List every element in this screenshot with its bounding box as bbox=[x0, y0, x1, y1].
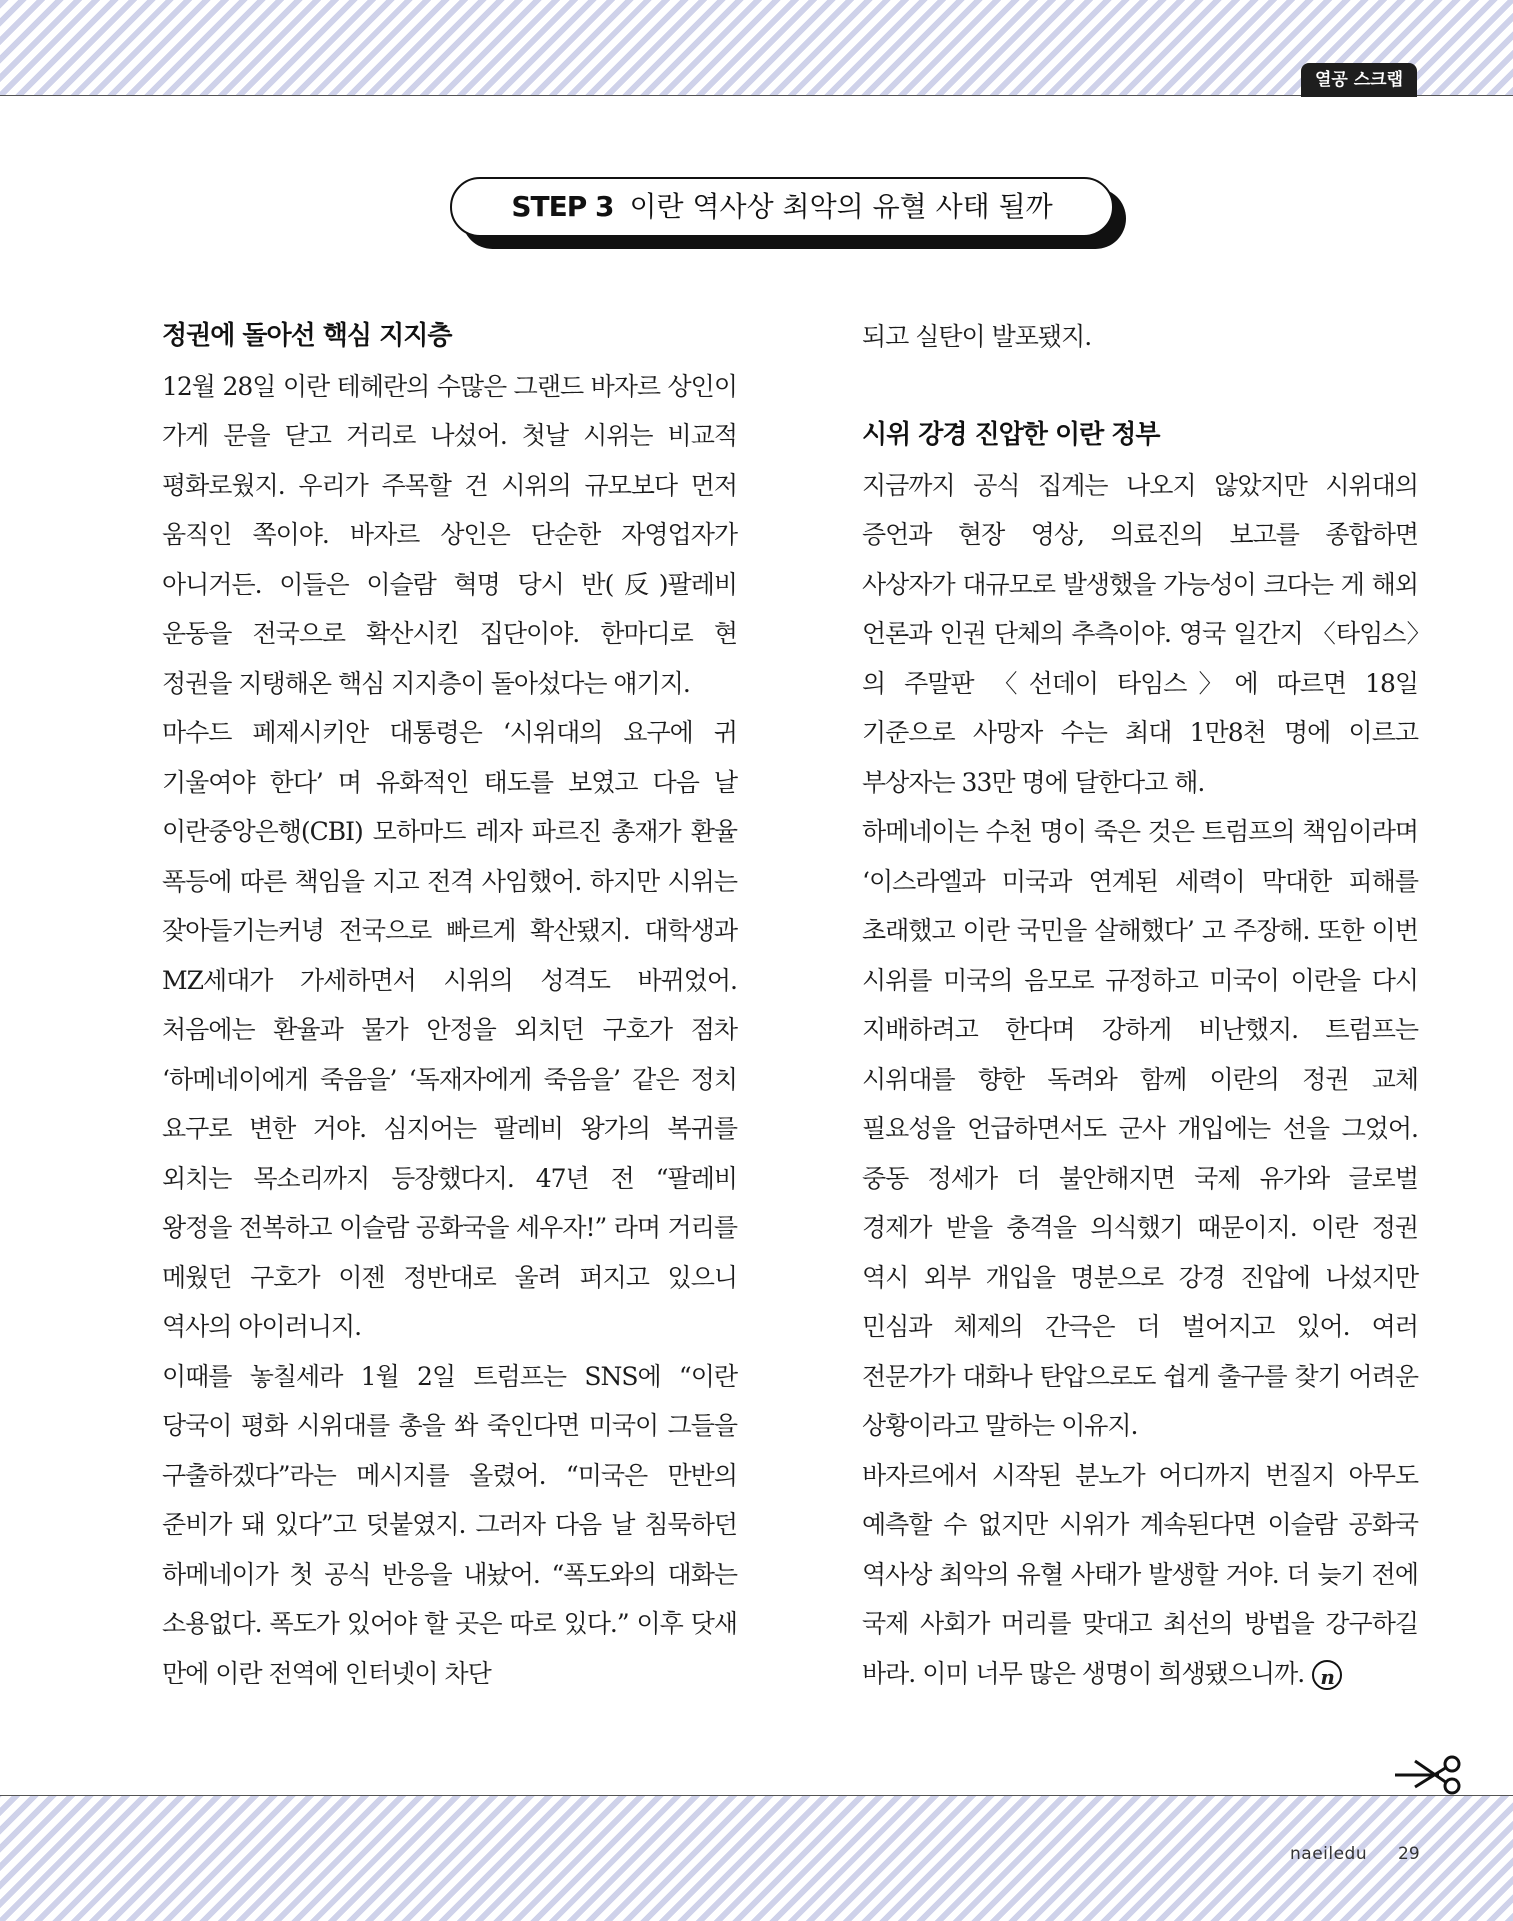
section-heading-left: 정권에 돌아선 핵심 지지층 bbox=[162, 321, 452, 351]
section-heading-right: 시위 강경 진압한 이란 정부 bbox=[862, 420, 1160, 450]
bottom-stripe-band bbox=[0, 1795, 1513, 1921]
circled-n-icon: n bbox=[1312, 1660, 1342, 1690]
scissors-icon bbox=[1395, 1753, 1465, 1795]
step-label: STEP 3 bbox=[511, 190, 614, 223]
body-paragraph: 지금까지 공식 집계는 나오지 않았지만 시위대의 증언과 현장 영상, 의료진의 보고를 종합하면 사상자가 대규모로 발생했을 가능성이 크다는 게 해외 언론과 인권 단체의 추측이야. 영국 일간지 〈타임스〉의 주말판 〈선데이 타임스〉에 따르면 18일 기준으로 사망자 수는 최대 1만8천 명에 이르고 부상자는 33만 명에 달한다고 해. bbox=[862, 470, 1418, 797]
footer-site-name: naeiledu bbox=[1290, 1844, 1368, 1864]
step-banner-pill bbox=[450, 177, 1114, 237]
step-banner bbox=[450, 177, 1128, 251]
body-paragraph: 마수드 페제시키안 대통령은 ‘시위대의 요구에 귀 기울여야 한다’ 며 유화적인 태도를 보였고 다음 날 이란중앙은행(CBI) 모하마드 레자 파르진 총재가 환율 폭등에 따른 책임을 지고 전격 사임했어. 하지만 시위는 잦아들기는커녕 전국으로 빠르게 확산됐지. 대학생과 MZ세대가 가세하면서 시위의 성격도 바뀌었어. 처음에는 환율과 물가 안정을 외치던 구호가 점차 ‘하메네이에게 죽음을’ ‘독재자에게 죽음을’ 같은 정치 요구로 변한 거야. 심지어는 팔레비 왕가의 복귀를 외치는 목소리까지 등장했다지. 47년 전 “팔레비 왕정을 전복하고 이슬람 공화국을 세우자!” 라며 거리를 메웠던 구호가 이젠 정반대로 울려 퍼지고 있으니 역사의 아이러니지. bbox=[162, 718, 737, 1341]
last-paragraph-text: 바자르에서 시작된 분노가 어디까지 번질지 아무도 예측할 수 없지만 시위가 계속된다면 이슬람 공화국 역사상 최악의 유혈 사태가 발생할 거야. 더 늦기 전에 국제 사회가 머리를 맞대고 최선의 방법을 강구하길 바라. 이미 너무 많은 생명이 희생됐으니까. bbox=[862, 1460, 1418, 1688]
right-column bbox=[862, 312, 1418, 1698]
top-stripe-band bbox=[0, 0, 1513, 96]
continued-paragraph: 되고 실탄이 발포됐지. bbox=[862, 322, 1092, 351]
body-paragraph: 12월 28일 이란 테헤란의 수많은 그랜드 바자르 상인이 가게 문을 닫고 거리로 나섰어. 첫날 시위는 비교적 평화로웠지. 우리가 주목할 건 시위의 규모보다 먼저 움직인 쪽이야. 바자르 상인은 단순한 자영업자가 아니거든. 이들은 이슬람 혁명 당시 반(反)팔레비 운동을 전국으로 확산시킨 집단이야. 한마디로 현 정권을 지탱해온 핵심 지지층이 돌아섰다는 얘기지. bbox=[162, 371, 737, 698]
step-title: 이란 역사상 최악의 유혈 사태 될까 bbox=[629, 190, 1053, 223]
body-paragraph-last bbox=[862, 1451, 1418, 1699]
body-paragraph: 이때를 놓칠세라 1월 2일 트럼프는 SNS에 “이란 당국이 평화 시위대를 총을 쏴 죽인다면 미국이 그들을 구출하겠다”라는 메시지를 올렸어. “미국은 만반의 준비가 돼 있다”고 덧붙였지. 그러자 다음 날 침묵하던 하메네이가 첫 공식 반응을 내놨어. “폭도와의 대화는 소용없다. 폭도가 있어야 할 곳은 따로 있다.” 이후 닷새 만에 이란 전역에 인터넷이 차단 bbox=[162, 1361, 737, 1688]
page-number: 29 bbox=[1398, 1844, 1420, 1864]
left-column bbox=[162, 312, 737, 1698]
body-paragraph: 하메네이는 수천 명이 죽은 것은 트럼프의 책임이라며 ‘이스라엘과 미국과 연계된 세력이 막대한 피해를 초래했고 이란 국민을 살해했다’ 고 주장해. 또한 이번 시위를 미국의 음모로 규정하고 미국이 이란을 다시 지배하려고 한다며 강하게 비난했지. 트럼프는 시위대를 향한 독려와 함께 이란의 정권 교체 필요성을 언급하면서도 군사 개입에는 선을 그었어. 중동 정세가 더 불안해지면 국제 유가와 글로벌 경제가 받을 충격을 의식했기 때문이지. 이란 정권 역시 외부 개입을 명분으로 강경 진압에 나섰지만 민심과 체제의 간극은 더 벌어지고 있어. 여러 전문가가 대화나 탄압으로도 쉽게 출구를 찾기 어려운 상황이라고 말하는 이유지. bbox=[862, 817, 1418, 1440]
section-gap bbox=[862, 362, 1418, 412]
section-tab-label: 열공 스크랩 bbox=[1301, 63, 1417, 97]
